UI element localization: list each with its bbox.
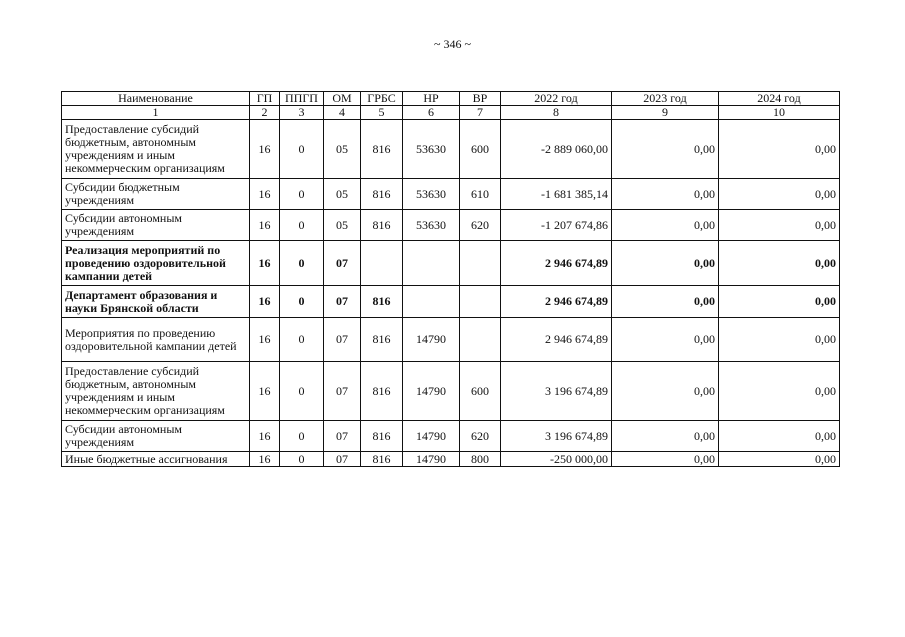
cell-gp: 16 bbox=[250, 362, 280, 421]
cell-vr: 600 bbox=[460, 120, 501, 179]
cell-2024: 0,00 bbox=[719, 179, 840, 210]
cell-nr bbox=[403, 241, 460, 286]
cell-name: Предоставление субсидий бюджетным, автономным учреждениям и иным некоммерческим организациям bbox=[62, 362, 250, 421]
cell-2022: -1 681 385,14 bbox=[501, 179, 612, 210]
column-number: 6 bbox=[403, 106, 460, 120]
cell-vr: 800 bbox=[460, 452, 501, 467]
cell-ppgp: 0 bbox=[280, 241, 324, 286]
cell-2024: 0,00 bbox=[719, 452, 840, 467]
cell-2023: 0,00 bbox=[612, 318, 719, 362]
cell-om: 05 bbox=[324, 120, 361, 179]
cell-om: 07 bbox=[324, 452, 361, 467]
cell-gp: 16 bbox=[250, 241, 280, 286]
cell-nr: 14790 bbox=[403, 318, 460, 362]
cell-vr bbox=[460, 318, 501, 362]
cell-name: Мероприятия по проведению оздоровительной кампании детей bbox=[62, 318, 250, 362]
cell-name: Иные бюджетные ассигнования bbox=[62, 452, 250, 467]
table-row bbox=[62, 421, 840, 452]
cell-grbs: 816 bbox=[361, 452, 403, 467]
cell-gp: 16 bbox=[250, 421, 280, 452]
cell-2023: 0,00 bbox=[612, 120, 719, 179]
cell-grbs: 816 bbox=[361, 362, 403, 421]
cell-ppgp: 0 bbox=[280, 362, 324, 421]
cell-nr: 53630 bbox=[403, 120, 460, 179]
cell-gp: 16 bbox=[250, 452, 280, 467]
cell-2024: 0,00 bbox=[719, 241, 840, 286]
table-row bbox=[62, 210, 840, 241]
cell-grbs: 816 bbox=[361, 318, 403, 362]
cell-ppgp: 0 bbox=[280, 179, 324, 210]
header-2024: 2024 год bbox=[719, 92, 840, 106]
header-gp: ГП bbox=[250, 92, 280, 106]
cell-name: Субсидии автономным учреждениям bbox=[62, 421, 250, 452]
table-body bbox=[62, 120, 840, 467]
cell-2024: 0,00 bbox=[719, 362, 840, 421]
cell-nr: 14790 bbox=[403, 421, 460, 452]
cell-nr: 14790 bbox=[403, 362, 460, 421]
cell-om: 07 bbox=[324, 421, 361, 452]
cell-om: 07 bbox=[324, 318, 361, 362]
table-row bbox=[62, 241, 840, 286]
column-number: 3 bbox=[280, 106, 324, 120]
cell-nr bbox=[403, 286, 460, 318]
cell-2024: 0,00 bbox=[719, 421, 840, 452]
column-number: 10 bbox=[719, 106, 840, 120]
cell-2022: 2 946 674,89 bbox=[501, 286, 612, 318]
cell-name: Предоставление субсидий бюджетным, автономным учреждениям и иным некоммерческим организациям bbox=[62, 120, 250, 179]
cell-2022: -250 000,00 bbox=[501, 452, 612, 467]
cell-vr bbox=[460, 241, 501, 286]
cell-name: Субсидии бюджетным учреждениям bbox=[62, 179, 250, 210]
cell-ppgp: 0 bbox=[280, 318, 324, 362]
cell-2024: 0,00 bbox=[719, 286, 840, 318]
cell-2023: 0,00 bbox=[612, 179, 719, 210]
header-nr: НР bbox=[403, 92, 460, 106]
cell-2022: 2 946 674,89 bbox=[501, 318, 612, 362]
header-vr: ВР bbox=[460, 92, 501, 106]
cell-om: 07 bbox=[324, 286, 361, 318]
cell-grbs bbox=[361, 241, 403, 286]
cell-grbs: 816 bbox=[361, 179, 403, 210]
column-number: 7 bbox=[460, 106, 501, 120]
table-row bbox=[62, 286, 840, 318]
column-number: 9 bbox=[612, 106, 719, 120]
table-row bbox=[62, 318, 840, 362]
budget-table bbox=[61, 91, 840, 467]
page-number: ~ 346 ~ bbox=[434, 37, 471, 51]
cell-gp: 16 bbox=[250, 286, 280, 318]
cell-nr: 53630 bbox=[403, 210, 460, 241]
header-name: Наименование bbox=[62, 92, 250, 106]
cell-2022: 3 196 674,89 bbox=[501, 421, 612, 452]
table-row bbox=[62, 362, 840, 421]
cell-2022: 3 196 674,89 bbox=[501, 362, 612, 421]
cell-nr: 53630 bbox=[403, 179, 460, 210]
cell-2023: 0,00 bbox=[612, 421, 719, 452]
cell-nr: 14790 bbox=[403, 452, 460, 467]
cell-om: 05 bbox=[324, 179, 361, 210]
header-grbs: ГРБС bbox=[361, 92, 403, 106]
cell-gp: 16 bbox=[250, 318, 280, 362]
header-2023: 2023 год bbox=[612, 92, 719, 106]
cell-ppgp: 0 bbox=[280, 286, 324, 318]
cell-gp: 16 bbox=[250, 120, 280, 179]
cell-grbs: 816 bbox=[361, 210, 403, 241]
cell-vr bbox=[460, 286, 501, 318]
cell-gp: 16 bbox=[250, 179, 280, 210]
cell-vr: 600 bbox=[460, 362, 501, 421]
cell-ppgp: 0 bbox=[280, 452, 324, 467]
cell-2023: 0,00 bbox=[612, 452, 719, 467]
cell-2023: 0,00 bbox=[612, 241, 719, 286]
cell-2022: -1 207 674,86 bbox=[501, 210, 612, 241]
cell-2024: 0,00 bbox=[719, 318, 840, 362]
header-om: ОМ bbox=[324, 92, 361, 106]
column-number: 8 bbox=[501, 106, 612, 120]
cell-name: Реализация мероприятий по проведению оздоровительной кампании детей bbox=[62, 241, 250, 286]
column-number: 5 bbox=[361, 106, 403, 120]
cell-2024: 0,00 bbox=[719, 210, 840, 241]
cell-ppgp: 0 bbox=[280, 120, 324, 179]
cell-grbs: 816 bbox=[361, 286, 403, 318]
cell-ppgp: 0 bbox=[280, 210, 324, 241]
cell-2024: 0,00 bbox=[719, 120, 840, 179]
cell-name: Субсидии автономным учреждениям bbox=[62, 210, 250, 241]
cell-om: 05 bbox=[324, 210, 361, 241]
table-row bbox=[62, 452, 840, 467]
cell-2023: 0,00 bbox=[612, 362, 719, 421]
column-number: 4 bbox=[324, 106, 361, 120]
cell-2022: -2 889 060,00 bbox=[501, 120, 612, 179]
cell-vr: 620 bbox=[460, 421, 501, 452]
cell-om: 07 bbox=[324, 362, 361, 421]
column-number: 2 bbox=[250, 106, 280, 120]
cell-ppgp: 0 bbox=[280, 421, 324, 452]
header-2022: 2022 год bbox=[501, 92, 612, 106]
cell-vr: 610 bbox=[460, 179, 501, 210]
header-row bbox=[62, 92, 840, 106]
column-number: 1 bbox=[62, 106, 250, 120]
cell-name: Департамент образования и науки Брянской области bbox=[62, 286, 250, 318]
cell-2022: 2 946 674,89 bbox=[501, 241, 612, 286]
table-row bbox=[62, 179, 840, 210]
header-ppgp: ППГП bbox=[280, 92, 324, 106]
table-row bbox=[62, 120, 840, 179]
cell-2023: 0,00 bbox=[612, 286, 719, 318]
cell-grbs: 816 bbox=[361, 421, 403, 452]
cell-om: 07 bbox=[324, 241, 361, 286]
cell-grbs: 816 bbox=[361, 120, 403, 179]
column-number-row bbox=[62, 106, 840, 120]
cell-2023: 0,00 bbox=[612, 210, 719, 241]
cell-vr: 620 bbox=[460, 210, 501, 241]
cell-gp: 16 bbox=[250, 210, 280, 241]
